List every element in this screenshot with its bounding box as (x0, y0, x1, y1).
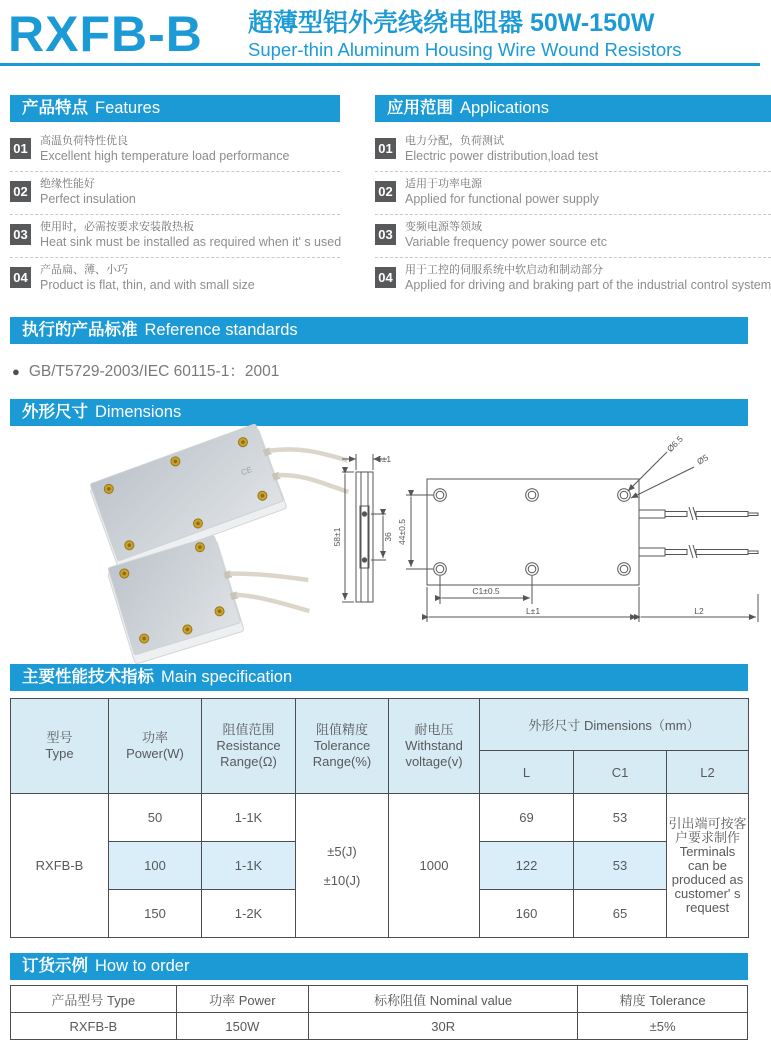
features-list (10, 129, 340, 300)
list-item: 04 产品扁、薄、小巧 Product is flat, thin, and with small size (10, 258, 340, 300)
number-badge: 04 (375, 267, 396, 288)
header-titles (248, 8, 752, 62)
col-withstand: 耐电压 Withstand voltage(v) (389, 699, 480, 794)
number-badge: 01 (10, 138, 31, 159)
dimensions-drawing-area (10, 426, 748, 664)
col-dimensions: 外形尺寸 Dimensions（mm） (480, 699, 749, 751)
title-en: Super-thin Aluminum Housing Wire Wound Resistors (248, 39, 682, 60)
dimensions-heading: 外形尺寸 Dimensions (10, 399, 748, 426)
dim-length: L±1 (525, 606, 541, 616)
drawing-dimension-labels (332, 434, 710, 616)
order-table (10, 985, 748, 1040)
applications-section (375, 95, 771, 300)
dim-inner-spacing: 36 (383, 532, 393, 542)
col-power: 功率 Power(W) (109, 699, 202, 794)
col-tolerance: 阻值精度 Tolerance Range(%) (296, 699, 389, 794)
col-l2: L2 (667, 751, 749, 794)
number-badge: 02 (375, 181, 396, 202)
lead-wire (236, 576, 309, 630)
ce-mark: CE (239, 465, 254, 478)
cell-withstand: 1000 (389, 794, 480, 938)
dimensions-section (10, 399, 748, 664)
features-section (10, 95, 340, 300)
standards-item: ● GB/T5729-2003/IEC 60115-1：2001 (12, 363, 280, 380)
order-header-row: 产品型号 Type 功率 Power 标称阻值 Nominal value 精度 Tolerance (11, 986, 748, 1013)
list-item: 03 变频电源等领域 Variable frequency power source etc (375, 215, 771, 258)
dim-lead-length: L2 (694, 606, 704, 616)
order-section (10, 953, 748, 1040)
list-item: 02 绝缘性能好 Perfect insulation (10, 172, 340, 215)
list-item: 03 使用时，必需按要求安装散热板 Heat sink must be installed as required when it' s used (10, 215, 340, 258)
list-item: 02 适用于功率电源 Applied for functional power supply (375, 172, 771, 215)
cell-tolerance: ±5(J) ±10(J) (296, 794, 389, 938)
order-heading: 订货示例 How to order (10, 953, 748, 980)
number-badge: 01 (375, 138, 396, 159)
technical-drawing (332, 426, 764, 658)
applications-heading: 应用范围 Applications (375, 95, 771, 122)
col-l: L (480, 751, 574, 794)
cell-l2-note: 引出端可按客户要求制作 Terminals can be produced as customer' s request (667, 794, 749, 938)
model-title: RXFB-B (8, 6, 203, 62)
number-badge: 02 (10, 181, 31, 202)
dim-hole-inner: Ø5 (695, 452, 710, 467)
table-row: 150 1-2K 160 65 (11, 890, 749, 938)
dim-hole-outer: Ø6.5 (664, 433, 685, 454)
standards-heading: 执行的产品标准 Reference standards (10, 317, 748, 344)
spec-heading: 主要性能技术指标 Main specification (10, 664, 748, 691)
number-badge: 03 (10, 224, 31, 245)
cell-type: RXFB-B (11, 794, 109, 938)
table-row: RXFB-B 50 1-1K ±5(J) ±10(J) 1000 69 53 引出端可按客户要求制作 Terminals can be produced as customer' s request (11, 794, 749, 842)
list-item: 01 电力分配，负荷测试 Electric power distribution,load test (375, 129, 771, 172)
mounting-holes (434, 489, 631, 576)
spec-table (10, 698, 749, 938)
col-type: 型号 Type (11, 699, 109, 794)
table-row: 100 1-1K 122 53 (11, 842, 749, 890)
list-item: 01 高温负荷特性优良 Excellent high temperature load performance (10, 129, 340, 172)
standards-section (10, 317, 748, 390)
title-zh: 超薄型铝外壳线绕电阻器 50W-150W (248, 9, 655, 37)
col-resistance: 阻值范围 Resistance Range(Ω) (202, 699, 296, 794)
number-badge: 04 (10, 267, 31, 288)
dim-vertical-spacing: 44±0.5 (397, 519, 407, 545)
dim-height: 58±1 (332, 527, 342, 547)
bullet-dot-icon: ● (12, 364, 20, 379)
spec-section (10, 664, 748, 938)
order-value-row: RXFB-B 150W 30R ±5% (11, 1013, 748, 1040)
dim-c1: C1±0.5 (472, 586, 500, 596)
applications-list (375, 129, 771, 300)
product-photos (50, 432, 350, 660)
features-heading: 产品特点 Features (10, 95, 340, 122)
number-badge: 03 (375, 224, 396, 245)
two-column-section (10, 95, 771, 300)
dim-thickness: 6±1 (377, 454, 392, 464)
col-c1: C1 (574, 751, 667, 794)
page-header (0, 0, 760, 66)
lead-drawing (639, 507, 758, 558)
list-item: 04 用于工控的伺服系统中软启动和制动部分 Applied for driving and braking part of the industrial control system (375, 258, 771, 300)
